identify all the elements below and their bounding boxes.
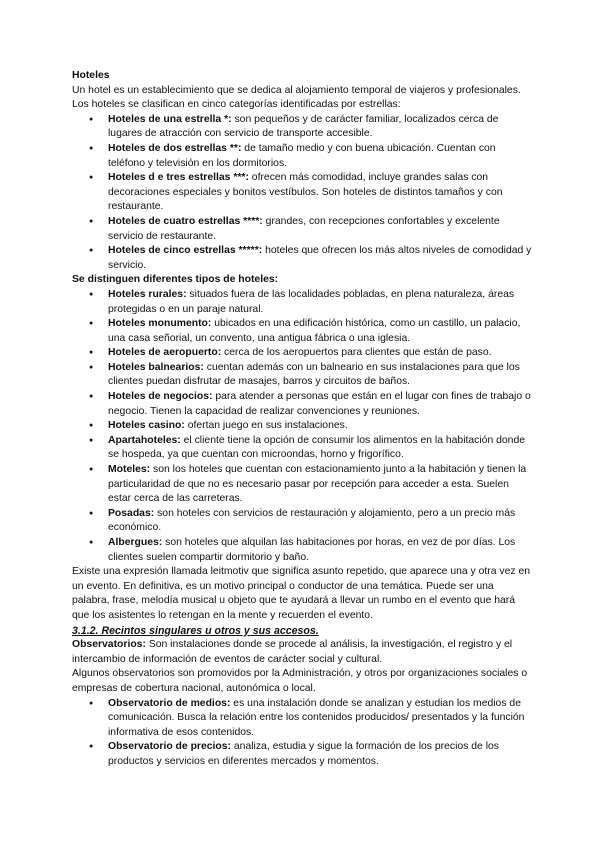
list-item: ● Hoteles casino: ofertan juego en sus instalaciones. <box>72 419 534 434</box>
list-item: ● Hoteles de aeropuerto: cerca de los aeropuertos para clientes que están de paso. <box>72 346 534 361</box>
heading-tipos: Se distinguen diferentes tipos de hoteles: <box>72 274 279 286</box>
list-item: ● Apartahoteles: el cliente tiene la opción de consumir los alimentos en la habitación donde se hospeda, ya que cuentan con microondas, horno y frigorífico. <box>72 434 534 463</box>
list-item: ● Hoteles rurales: situados fuera de las localidades pobladas, en plena naturaleza, áreas protegidas o en un paraje natural. <box>72 288 534 317</box>
list-item: ● Moteles: son los hoteles que cuentan con estacionamiento junto a la habitación y tienen la particularidad de que no es necesario pasar por recepción para acceder a esta. Suelen estar cerca de las carreteras. <box>72 463 534 507</box>
list-item: ● Hoteles de cuatro estrellas ****: grandes, con recepciones confortables y excelente servicio de restaurante. <box>72 215 534 244</box>
list-item: ● Hoteles de dos estrellas **: de tamaño medio y con buena ubicación. Cuentan con teléfono y televisión en los dormitorios. <box>72 142 534 171</box>
observatories-list <box>72 697 534 770</box>
list-item: ● Hoteles monumento: ubicados en una edificación histórica, como un castillo, un palacio, una casa señorial, un convento, una antigua fábrica o una iglesia. <box>72 317 534 346</box>
section-title: 3.1.2. Recintos singulares u otros y sus accesos. <box>72 624 319 637</box>
list-item: ● Hoteles d e tres estrellas ***: ofrecen más comodidad, incluye grandes salas con decoraciones especiales y bonitos vestíbulos. Son hoteles de distintos tamaños y con restaurante. <box>72 171 534 215</box>
list-item: ● Observatorio de medios: es una instalación donde se analizan y estudian los medios de comunicación. Busca la relación entre los contenidos producidos/ presentados y la función informativa de esos contenidos. <box>72 697 534 741</box>
types-list <box>72 288 534 565</box>
categories-list <box>72 113 534 274</box>
list-item: ● Hoteles balnearios: cuentan además con un balneario en sus instalaciones para que los clientes puedan disfrutar de masajes, barros y circuitos de baños. <box>72 361 534 390</box>
list-item: ● Posadas: son hoteles con servicios de restauración y alojamiento, pero a un precio más económico. <box>72 507 534 536</box>
document-body <box>72 69 534 770</box>
list-item: ● Hoteles de negocios: para atender a personas que están en el lugar con fines de trabajo o negocio. Tienen la capacidad de realizar convenciones y reuniones. <box>72 390 534 419</box>
list-item: ● Hoteles de una estrella *: son pequeños y de carácter familiar, localizados cerca de lugares de atracción con servicio de transporte accesible. <box>72 113 534 142</box>
observatorios-paragraph: Observatorios: Son instalaciones donde se procede al análisis, la investigación, el registro y el intercambio de información de eventos de carácter social y cultural. <box>72 639 513 665</box>
intro-paragraph: Un hotel es un establecimiento que se dedica al alojamiento temporal de viajeros y profesionales. Los hoteles se clasifican en cinco categorías identificadas por estrellas: <box>72 84 521 111</box>
list-item: ● Albergues: son hoteles que alquilan las habitaciones por horas, en vez de por días. Los clientes suelen compartir dormitorio y baño. <box>72 536 534 565</box>
leitmotiv-paragraph: Existe una expresión llamada leitmotiv que significa asunto repetido, que aparece una y otra vez en un evento. En definitiva, es un motivo principal o conductor de una temática. Puede ser una palabra, frase, melodía musical u objeto que te ayudará a llevar un rumbo en el evento que hará que los asistentes lo retengan en la mente y recuerden el evento. <box>72 566 531 621</box>
heading-hoteles: Hoteles <box>72 70 110 81</box>
list-item: ● Observatorio de precios: analiza, estudia y sigue la formación de los precios de los productos y servicios en diferentes mercados y momentos. <box>72 740 534 769</box>
promotion-paragraph: Algunos observatorios son promovidos por la Administración, y otros por organizaciones sociales o empresas de cobertura nacional, autonómica o local. <box>72 668 528 694</box>
list-item: ● Hoteles de cinco estrellas *****: hoteles que ofrecen los más altos niveles de comodidad y servicio. <box>72 244 534 273</box>
